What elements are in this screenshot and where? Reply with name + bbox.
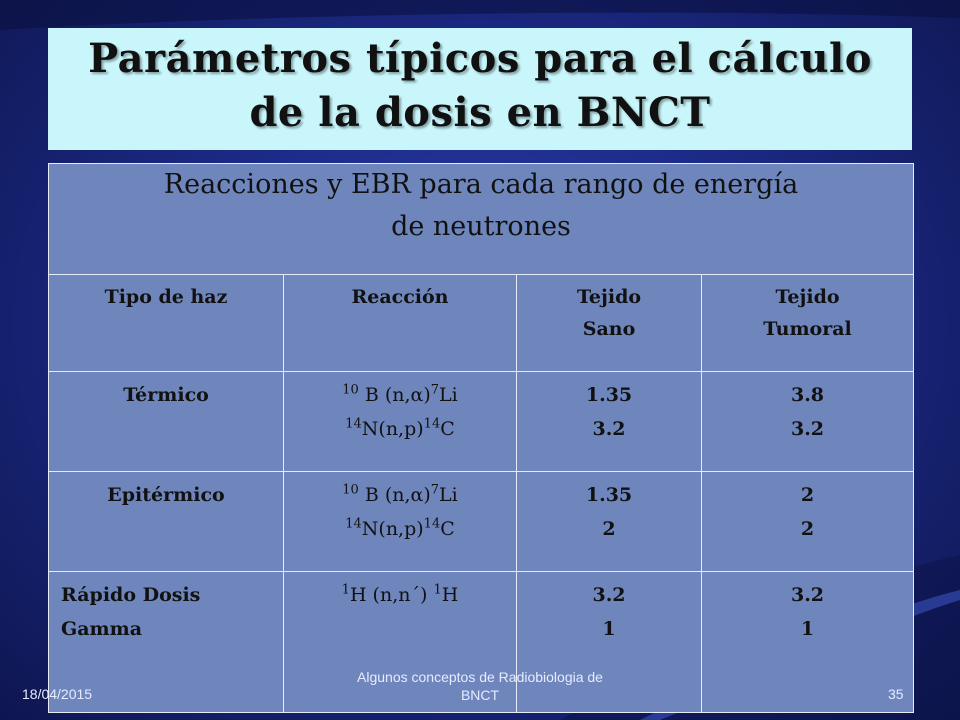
ebr-table bbox=[48, 163, 914, 713]
reaction-text: H (n,n´) bbox=[349, 584, 434, 607]
row-tumoral bbox=[702, 472, 914, 572]
reaction-sup: 10 bbox=[342, 483, 359, 498]
value: 3.2 bbox=[592, 584, 626, 607]
slide-title bbox=[48, 28, 912, 140]
footer-title-line-2: BNCT bbox=[460, 687, 500, 703]
reaction-text: C bbox=[440, 418, 455, 441]
column-header-reaccion: Reacción bbox=[284, 274, 517, 372]
footer-date: 18/04/2015 bbox=[22, 686, 93, 702]
column-header-tumoral bbox=[702, 274, 914, 372]
reaction-text: Li bbox=[439, 484, 458, 507]
slide-number: 35 bbox=[888, 686, 904, 702]
row-tumoral bbox=[702, 572, 914, 713]
reaction-sup: 14 bbox=[345, 517, 362, 532]
reaction-text: Li bbox=[439, 384, 458, 407]
title-box bbox=[48, 28, 912, 150]
title-line-2: de la dosis en BNCT bbox=[249, 89, 711, 136]
reaction-text: H bbox=[441, 584, 459, 607]
value: 3.2 bbox=[790, 418, 825, 441]
value: 3.8 bbox=[790, 384, 825, 407]
reaction-sup: 14 bbox=[423, 517, 441, 532]
table-row bbox=[49, 372, 914, 472]
reaction-sup: 1 bbox=[433, 582, 442, 598]
reaction-text: N(n,p) bbox=[361, 518, 424, 541]
reaction-text: B (n,α) bbox=[358, 484, 431, 507]
reaction-sup: 10 bbox=[342, 383, 359, 399]
column-header-sano bbox=[517, 274, 702, 372]
table-header bbox=[49, 164, 914, 275]
table-header-line-1: Reacciones y EBR para cada rango de energía bbox=[163, 169, 799, 200]
table-row bbox=[49, 472, 914, 572]
col4-line-2: Tumoral bbox=[763, 317, 852, 340]
reaction-text: C bbox=[440, 518, 455, 541]
column-header-tipo: Tipo de haz bbox=[49, 274, 284, 372]
title-line-1: Parámetros típicos para el cálculo bbox=[88, 35, 872, 82]
reaction-sup: 1 bbox=[341, 582, 350, 598]
row-reaction bbox=[284, 372, 517, 472]
row-type: Epitérmico bbox=[49, 472, 284, 572]
reaction-sup: 14 bbox=[423, 417, 441, 433]
reaction-text: B (n,α) bbox=[358, 384, 431, 407]
value: 1 bbox=[602, 618, 616, 641]
value: 1.35 bbox=[585, 384, 633, 407]
reaction-sup: 7 bbox=[430, 483, 440, 498]
value: 1.35 bbox=[585, 484, 633, 507]
col3-line-2: Sano bbox=[582, 317, 636, 340]
value: 2 bbox=[800, 484, 815, 507]
row-type-line-1: Rápido Dosis bbox=[61, 584, 201, 607]
value: 2 bbox=[602, 518, 616, 541]
value: 2 bbox=[800, 518, 815, 541]
row-type-line-2: Gamma bbox=[61, 618, 143, 641]
row-sano bbox=[517, 472, 702, 572]
value: 1 bbox=[800, 618, 815, 641]
value: 3.2 bbox=[790, 584, 825, 607]
col3-line-1: Tejido bbox=[576, 285, 642, 308]
footer-title bbox=[330, 668, 630, 704]
value: 3.2 bbox=[592, 418, 626, 441]
row-tumoral bbox=[702, 372, 914, 472]
row-reaction bbox=[284, 472, 517, 572]
reaction-sup: 7 bbox=[430, 383, 440, 399]
col4-line-1: Tejido bbox=[775, 285, 840, 308]
table-header-line-2: de neutrones bbox=[391, 211, 571, 242]
reaction-sup: 14 bbox=[345, 417, 362, 433]
row-type: Térmico bbox=[49, 372, 284, 472]
reaction-text: N(n,p) bbox=[361, 418, 424, 441]
row-sano bbox=[517, 372, 702, 472]
footer-title-line-1: Algunos conceptos de Radiobiologia de bbox=[357, 669, 603, 685]
